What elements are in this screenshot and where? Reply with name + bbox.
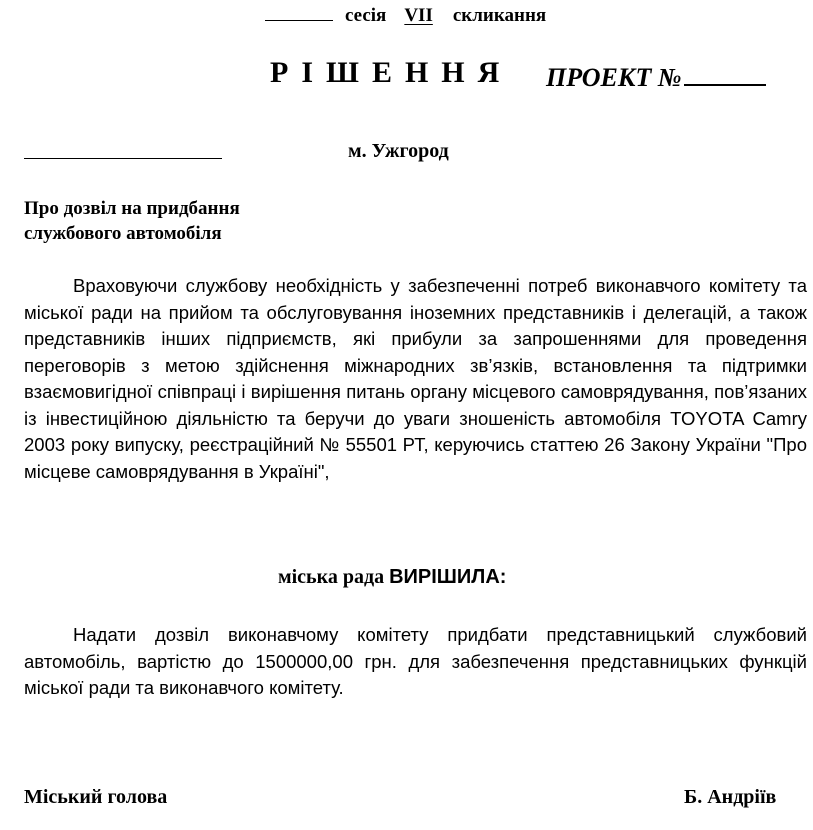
session-label: сесія [345,5,387,26]
project-label-line [546,60,766,93]
subject-line-1: Про дозвіл на придбання [24,198,240,219]
document-title: РІШЕННЯ [270,56,513,89]
convocation-number: VII [404,5,433,26]
decision-heading [278,566,506,589]
subject-line-2: службового автомобіля [24,223,222,244]
session-line [265,2,546,27]
convocation-label: скликання [452,5,547,26]
session-number-blank [265,2,333,21]
city-name: м. Ужгород [348,140,449,162]
signatory-position: Міський голова [24,786,168,808]
date-blank-line [24,158,222,159]
project-label: ПРОЕКТ № [546,63,682,92]
preamble-paragraph: Враховуючи службову необхідність у забезпеченні потреб виконавчого комітету та міської ради на прийом та обслуговування іноземних представників і делегацій, а також представників інших підприємств, які прибули за запрошеннями для проведення переговорів з метою здійснення міжнародних зв’язків, встановлення та підтримки взаємовигідної співпраці і вирішення питань органу місцевого самоврядування, пов’язаних із інвестиційною діяльністю та беручи до уваги зношеність автомобіля TOYOTA Camry 2003 року випуску, реєстраційний № 55501 РТ, керуючись статтею 26 Закону України "Про місцеве самоврядування в Україні", [24,275,807,482]
project-number-blank [684,60,766,86]
decision-paragraph: Надати дозвіл виконавчому комітету придбати представницький службовий автомобіль, вартістю до 1500000,00 грн. для забезпечення представницьких функцій міської ради та виконавчого комітету. [24,624,807,698]
decision-heading-verb: ВИРІШИЛА: [389,566,507,588]
decision-heading-prefix: міська рада [278,566,385,588]
decision-subject [24,196,240,246]
signatory-name: Б. Андріїв [684,786,777,808]
